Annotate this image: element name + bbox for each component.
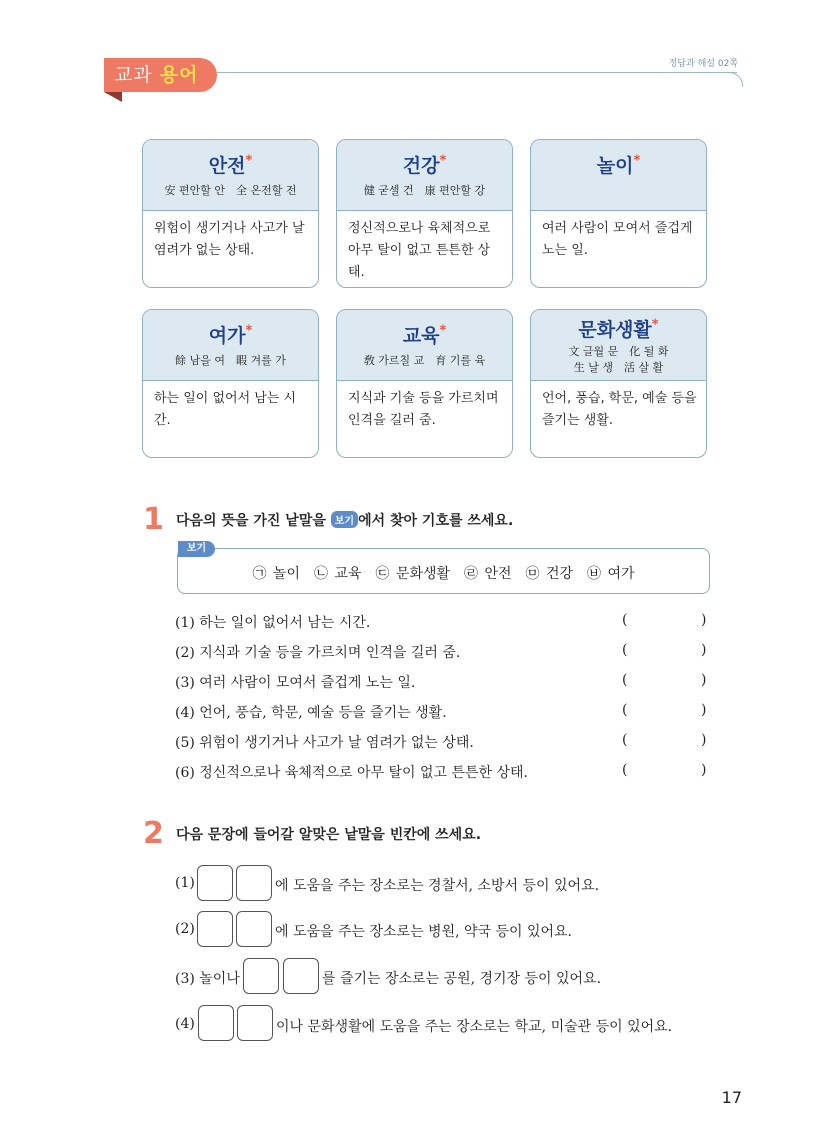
question-number-2: 2: [143, 816, 164, 851]
term-definition: 하는 일이 없어서 남는 시간.: [154, 391, 297, 428]
term-word: 건강*: [402, 153, 447, 177]
answer-paren-close: ): [701, 642, 707, 658]
term-card-play: [530, 139, 707, 288]
header-rule-corner: [720, 72, 743, 87]
term-card-safety: [142, 139, 319, 288]
section-tab-prefix: 교과: [114, 64, 153, 86]
answer-reference: 정답과 해설 02쪽: [668, 59, 738, 69]
answer-paren-close: ): [701, 612, 707, 628]
question-2-item-prefix: (4): [175, 1016, 195, 1032]
answer-box[interactable]: [236, 911, 272, 947]
term-word: 안전*: [208, 153, 253, 177]
answer-paren-close: ): [701, 672, 707, 688]
answer-paren-close: ): [701, 762, 707, 778]
term-hanja: 健 굳셀 건 康 편안할 강: [363, 184, 486, 197]
answer-paren-close: ): [701, 732, 707, 748]
question-1-item: (5) 위험이 생기거나 사고가 날 염려가 없는 상태.: [175, 735, 474, 751]
question-1-item: (1) 하는 일이 없어서 남는 시간.: [175, 615, 371, 631]
answer-box[interactable]: [236, 865, 272, 901]
answer-box[interactable]: [237, 1005, 273, 1041]
term-word: 문화생활*: [578, 317, 659, 341]
term-word: 교육*: [402, 323, 447, 347]
question-1-item: (4) 언어, 풍습, 학문, 예술 등을 즐기는 생활.: [175, 705, 447, 721]
answer-paren-open: (: [622, 702, 628, 718]
question-2-title: 다음 문장에 들어갈 알맞은 낱말을 빈칸에 쓰세요.: [176, 827, 482, 843]
asterisk-mark: *: [633, 153, 641, 169]
question-2-item-suffix: 이나 문화생활에 도움을 주는 장소로는 학교, 미술관 등이 있어요.: [276, 1019, 673, 1035]
question-number-1: 1: [143, 502, 164, 537]
term-word: 놀이*: [596, 153, 641, 177]
answer-box[interactable]: [197, 911, 233, 947]
answer-box[interactable]: [243, 958, 279, 994]
question-2-item-prefix: (3) 놀이나: [175, 971, 240, 987]
answer-paren-open: (: [622, 672, 628, 688]
asterisk-mark: *: [245, 153, 253, 169]
answer-paren-close: ): [701, 702, 707, 718]
term-card-education: [336, 309, 513, 458]
term-hanja: 文 글월 문 化 될 화 生 날 생 活 살 활: [568, 345, 669, 374]
term-hanja: 安 편안할 안 全 온전할 전: [164, 184, 297, 197]
bogi-choices: ㉠ 놀이 ㉡ 교육 ㉢ 문화생활 ㉣ 안전 ㉤ 건강 ㉥ 여가: [252, 566, 635, 582]
question-2-item-suffix: 에 도움을 주는 장소로는 경찰서, 소방서 등이 있어요.: [275, 878, 600, 894]
question-1-item: (2) 지식과 기술 등을 가르치며 인격을 길러 줌.: [175, 645, 461, 661]
asterisk-mark: *: [245, 323, 253, 339]
section-tab-highlight: 용어: [159, 64, 199, 86]
term-hanja: 敎 가르칠 교 育 기를 육: [363, 354, 486, 367]
answer-box[interactable]: [197, 865, 233, 901]
header-tab-fold: [104, 92, 122, 102]
header-rule: [217, 72, 737, 73]
question-1-item: (3) 여러 사람이 모여서 즐겁게 노는 일.: [175, 675, 416, 691]
bogi-badge: 보기: [331, 511, 358, 528]
term-card-leisure: [142, 309, 319, 458]
bogi-label: 보기: [178, 541, 215, 557]
asterisk-mark: *: [439, 153, 447, 169]
question-2-item-prefix: (1): [175, 875, 195, 891]
term-word: 여가*: [208, 323, 253, 347]
term-definition: 여러 사람이 모여서 즐겁게 노는 일.: [542, 221, 693, 258]
answer-paren-open: (: [622, 732, 628, 748]
term-card-cultural-life: [530, 309, 707, 458]
answer-box[interactable]: [283, 958, 319, 994]
answer-paren-open: (: [622, 642, 628, 658]
answer-paren-open: (: [622, 612, 628, 628]
asterisk-mark: *: [439, 323, 447, 339]
section-tab: [104, 58, 217, 92]
term-hanja: 餘 남을 여 暇 겨를 가: [175, 354, 286, 367]
page-number: 17: [721, 1088, 742, 1107]
term-definition: 언어, 풍습, 학문, 예술 등을 즐기는 생활.: [542, 391, 697, 428]
term-definition: 위험이 생기거나 사고가 날 염려가 없는 상태.: [154, 221, 305, 258]
term-definition: 정신적으로나 육체적으로 아무 탈이 없고 튼튼한 상태.: [348, 221, 491, 280]
question-1-title: 다음의 뜻을 가진 낱말을 보기 에서 찾아 기호를 쓰세요.: [176, 513, 514, 529]
term-card-health: [336, 139, 513, 288]
asterisk-mark: *: [651, 317, 659, 333]
question-2-item-suffix: 에 도움을 주는 장소로는 병원, 약국 등이 있어요.: [275, 924, 573, 940]
answer-paren-open: (: [622, 762, 628, 778]
question-2-item-prefix: (2): [175, 921, 195, 937]
question-1-item: (6) 정신적으로나 육체적으로 아무 탈이 없고 튼튼한 상태.: [175, 765, 528, 781]
answer-box[interactable]: [198, 1005, 234, 1041]
term-definition: 지식과 기술 등을 가르치며 인격을 길러 줌.: [348, 391, 499, 428]
question-2-item-suffix: 를 즐기는 장소로는 공원, 경기장 등이 있어요.: [322, 971, 602, 987]
